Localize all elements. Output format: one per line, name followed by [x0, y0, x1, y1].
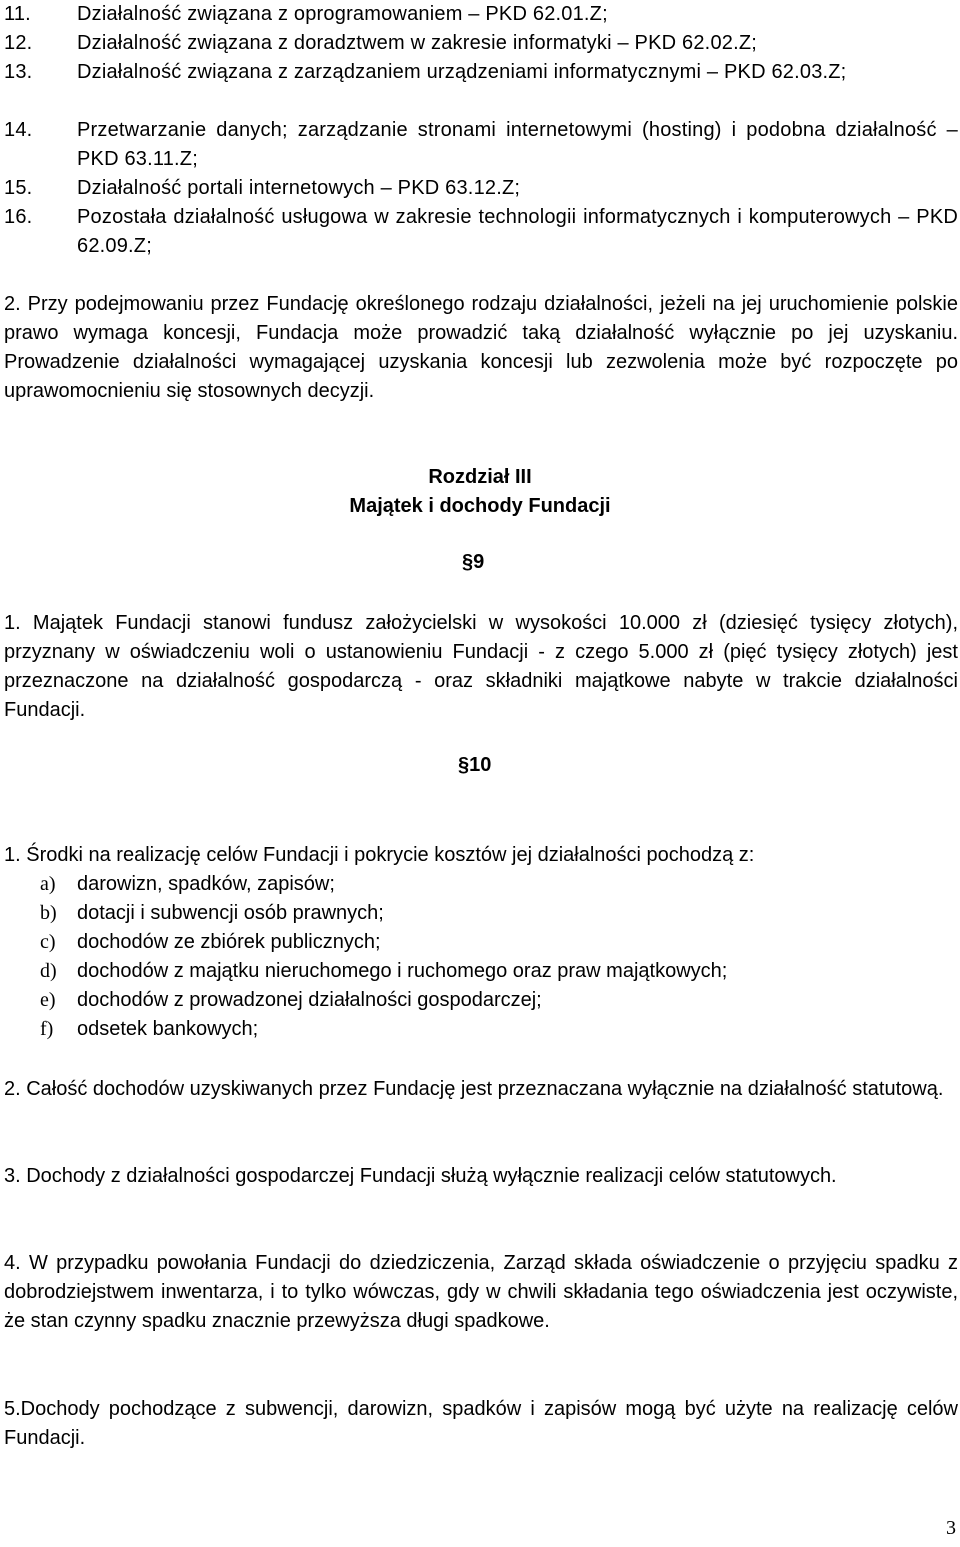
list-item-text: Pozostała działalność usługowa w zakresie technologii informatycznych i komputerowych – PKD 62.09.Z;: [77, 206, 958, 257]
list-item-text: Działalność związana z doradztwem w zakresie informatyki – PKD 62.02.Z;: [77, 32, 758, 54]
list-item-number: 13.: [4, 61, 33, 83]
list-item: [0, 203, 958, 261]
list-item: [0, 174, 958, 203]
list-item-letter: b): [40, 902, 57, 924]
list-item-number: 12.: [4, 32, 33, 54]
list-item-letter: d): [40, 960, 57, 982]
paragraph-funding-intro: 1. Środki na realizację celów Fundacji i pokrycie kosztów jej działalności pochodzą z:: [4, 844, 755, 866]
list-item-text: dochodów ze zbiórek publicznych;: [77, 931, 381, 953]
list-item-text: dochodów z majątku nieruchomego i ruchomego oraz praw majątkowych;: [77, 960, 728, 982]
list-item-number: 11.: [4, 3, 31, 25]
list-item-letter: e): [40, 989, 56, 1011]
list-item: [40, 986, 940, 1015]
list-item-text: odsetek bankowych;: [77, 1018, 259, 1040]
paragraph-business-income: 3. Dochody z działalności gospodarczej Fundacji służą wyłącznie realizacji celów statutowych.: [4, 1165, 837, 1187]
list-item-text: Działalność portali internetowych – PKD 63.12.Z;: [77, 177, 521, 199]
list-item-text: dotacji i subwencji osób prawnych;: [77, 902, 384, 924]
list-item-text: Działalność związana z oprogramowaniem – PKD 62.01.Z;: [77, 3, 608, 25]
section-heading-10: [458, 754, 491, 777]
list-item-letter: a): [40, 873, 56, 895]
chapter-title: Majątek i dochody Fundacji: [349, 495, 611, 517]
section-mark: §: [458, 754, 470, 776]
paragraph-endowment: 1. Majątek Fundacji stanowi fundusz założycielski w wysokości 10.000 zł (dziesięć tysięcy złotych), przyznany w oświadczeniu woli o ustanowieniu Fundacji - z czego 5.000 zł (pięć tysięcy złotych) jest przeznaczone na działalność gospodarczą - oraz składniki majątkowe nabyte w trakcie działalności Fundacji.: [4, 612, 958, 721]
section-number: 9: [473, 551, 485, 573]
list-item-text: dochodów z prowadzonej działalności gospodarczej;: [77, 989, 542, 1011]
paragraph-inheritance: 4. W przypadku powołania Fundacji do dziedziczenia, Zarząd składa oświadczenie o przyjęciu spadku z dobrodziejstwem inwentarza, i to tylko wówczas, gdy w chwili składania tego oświadczenia jest oczywiste, że stan czynny spadku znacznie przewyższa długi spadkowe.: [4, 1252, 958, 1332]
paragraph-concession: 2. Przy podejmowaniu przez Fundację określonego rodzaju działalności, jeżeli na jej uruchomienie polskie prawo wymaga koncesji, Fundacja może prowadzić taką działalność wyłącznie po jej uzyskaniu. Prowadzenie działalności wymagającej uzyskania koncesji lub zezwolenia może być rozpoczęte po uprawomocnieniu się stosownych decyzji.: [4, 293, 958, 402]
list-item: [0, 58, 958, 87]
list-item: [40, 957, 940, 986]
list-item-text: Działalność związana z zarządzaniem urządzeniami informatycznymi – PKD 62.03.Z;: [77, 61, 847, 83]
list-item: [40, 1015, 940, 1044]
section-number: 10: [469, 754, 492, 776]
list-item: [40, 870, 940, 899]
page-number: 3: [946, 1517, 956, 1539]
list-item-letter: c): [40, 931, 56, 953]
list-item-number: 16.: [4, 206, 33, 228]
list-item: [40, 928, 940, 957]
list-item-text: Przetwarzanie danych; zarządzanie stronami internetowymi (hosting) i podobna działalność – PKD 63.11.Z;: [77, 119, 958, 170]
list-item-number: 14.: [4, 119, 33, 141]
paragraph-statutory-income: 2. Całość dochodów uzyskiwanych przez Fundację jest przeznaczana wyłącznie na działalność statutową.: [4, 1078, 944, 1100]
list-item-text: darowizn, spadków, zapisów;: [77, 873, 335, 895]
list-item-letter: f): [40, 1018, 54, 1040]
paragraph-subsidies: 5.Dochody pochodzące z subwencji, darowizn, spadków i zapisów mogą być użyte na realizację celów Fundacji.: [4, 1398, 958, 1449]
list-item-number: 15.: [4, 177, 33, 199]
list-item: [0, 29, 958, 58]
chapter-number: Rozdział III: [428, 466, 532, 488]
list-item: [40, 899, 940, 928]
list-item: [0, 116, 958, 174]
section-mark: §: [462, 551, 474, 573]
list-item: [0, 0, 958, 29]
section-heading-9: [462, 551, 484, 574]
